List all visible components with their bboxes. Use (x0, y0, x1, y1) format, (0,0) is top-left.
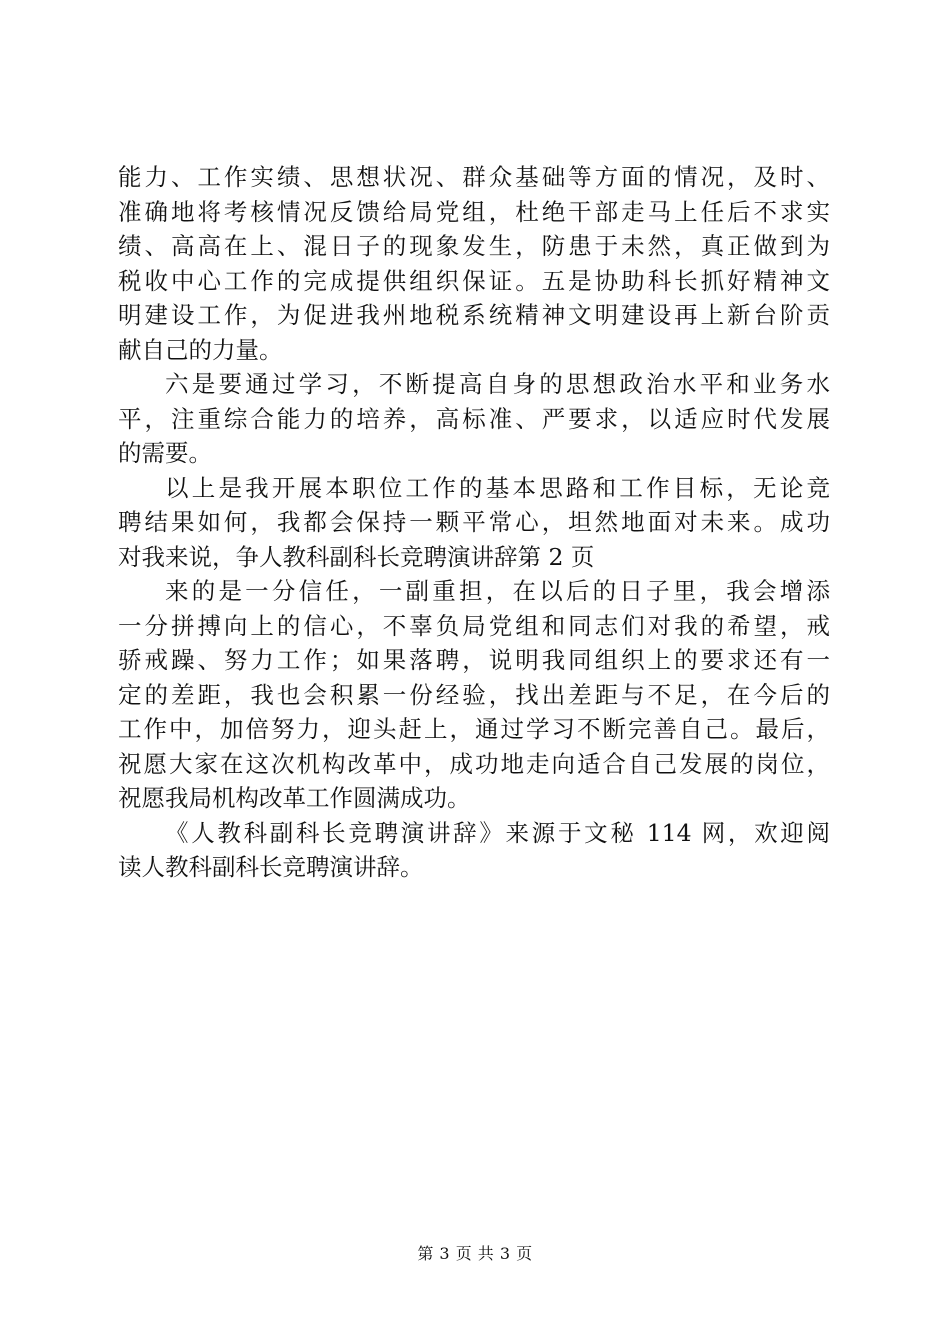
text-line: 明建设工作，为促进我州地税系统精神文明建设再上新台阶贡 (118, 301, 830, 329)
paragraph (118, 574, 830, 816)
text-line: 一分拼搏向上的信心，不辜负局党组和同志们对我的希望，戒 (118, 611, 830, 640)
text-line: 六是要通过学习，不断提高自身的思想政治水平和业务水 (165, 370, 830, 398)
text-line: 准确地将考核情况反馈给局党组，杜绝干部走马上任后不求实 (118, 197, 830, 226)
text-line: 祝愿我局机构改革工作圆满成功。 (118, 784, 471, 812)
text-line: 以上是我开展本职位工作的基本思路和工作目标，无论竞 (165, 473, 830, 502)
text-line: 对我来说，争人教科副科长竞聘演讲辞第 2 页 (118, 542, 595, 571)
text-line: 绩、高高在上、混日子的现象发生，防患于未然，真正做到为 (118, 232, 830, 260)
text-line: 来的是一分信任，一副重担，在以后的日子里，我会增添 (165, 577, 830, 605)
paragraph (118, 816, 830, 885)
document-body (118, 160, 830, 885)
text-line: 聘结果如何，我都会保持一颗平常心，坦然地面对未来。成功 (118, 508, 830, 536)
paragraph (118, 160, 830, 367)
text-line: 能力、工作实绩、思想状况、群众基础等方面的情况，及时、 (118, 163, 830, 191)
text-line: 献自己的力量。 (118, 335, 283, 364)
page-footer: 第 3 页 共 3 页 (417, 1244, 533, 1263)
text-line: 祝愿大家在这次机构改革中，成功地走向适合自己发展的岗位， (118, 749, 830, 778)
text-line: 《人教科副科长竞聘演讲辞》来源于文秘 114 网，欢迎阅 (165, 818, 830, 847)
text-line: 工作中，加倍努力，迎头赶上，通过学习不断完善自己。最后， (118, 715, 830, 743)
text-line: 骄戒躁、努力工作；如果落聘，说明我同组织上的要求还有一 (118, 646, 830, 674)
text-line: 定的差距，我也会积累一份经验，找出差距与不足，在今后的 (118, 680, 830, 709)
paragraph (118, 367, 830, 471)
text-line: 平，注重综合能力的培养，高标准、严要求，以适应时代发展 (118, 404, 830, 433)
text-line: 的需要。 (118, 439, 212, 467)
text-line: 读人教科副科长竞聘演讲辞。 (118, 853, 424, 881)
text-line: 税收中心工作的完成提供组织保证。五是协助科长抓好精神文 (118, 266, 830, 295)
paragraph (118, 471, 830, 575)
